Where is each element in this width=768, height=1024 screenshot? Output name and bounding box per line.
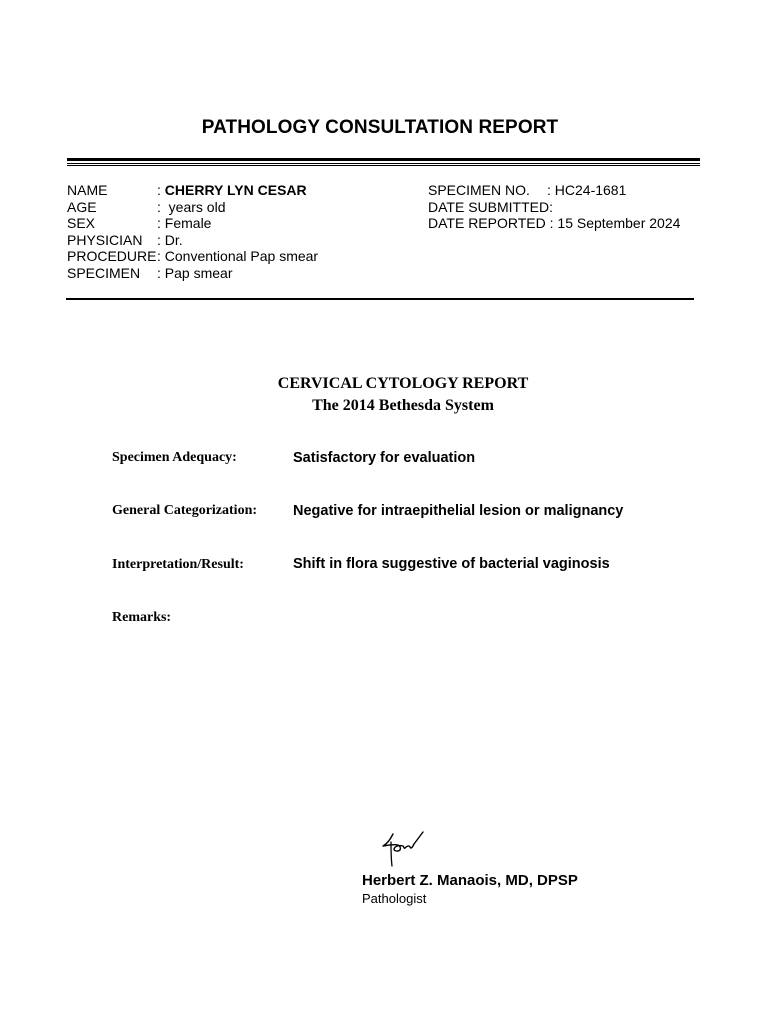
specimen-no-value: HC24-1681	[554, 182, 627, 198]
sex-label: SEX	[67, 215, 96, 232]
specimen-adequacy-label: Specimen Adequacy:	[112, 450, 237, 465]
patient-info	[67, 182, 318, 282]
specimen-value: Pap smear	[164, 264, 233, 281]
pathologist-title: Pathologist	[362, 891, 427, 906]
header-divider-thin	[67, 165, 700, 166]
report-title: PATHOLOGY CONSULTATION REPORT	[201, 117, 559, 138]
physician-value: Dr.	[164, 231, 183, 248]
remarks-label: Remarks:	[112, 610, 172, 625]
general-categorization-label: General Categorization:	[112, 503, 258, 518]
date-submitted-label: DATE SUBMITTED:	[428, 198, 553, 215]
header-divider-thick	[67, 158, 700, 161]
interpretation-label: Interpretation/Result:	[112, 557, 244, 572]
specimen-no-row: SPECIMEN NO. : HC24-1681	[428, 182, 627, 198]
patient-name: CHERRY LYN CESAR	[164, 182, 307, 198]
patient-age: years old	[164, 198, 226, 215]
header-divider-thin	[67, 163, 700, 164]
patient-sex-row: SEX : Female	[67, 215, 212, 232]
pathologist-name: Herbert Z. Manaois, MD, DPSP	[362, 872, 578, 889]
general-categorization-value: Negative for intraepithelial lesion or malignancy	[293, 503, 624, 519]
patient-name-row: NAME : CHERRY LYN CESAR	[67, 182, 307, 198]
date-reported-value: 15 September 2024	[557, 215, 681, 232]
name-label: NAME	[67, 182, 108, 198]
date-submitted-row	[428, 199, 680, 216]
procedure-row: PROCEDURE : Conventional Pap smear	[67, 248, 319, 265]
info-divider	[66, 298, 694, 300]
interpretation-value: Shift in flora suggestive of bacterial vaginosis	[293, 556, 610, 572]
patient-age-row: AGE : years old	[67, 198, 226, 215]
cytology-report-title: CERVICAL CYTOLOGY REPORT	[277, 375, 529, 392]
procedure-value: Conventional Pap smear	[164, 248, 319, 265]
signature-image	[379, 830, 431, 870]
physician-label: PHYSICIAN	[67, 231, 143, 248]
cytology-report-subtitle: The 2014 Bethesda System	[312, 397, 494, 414]
specimen-info	[428, 182, 680, 232]
specimen-adequacy-value: Satisfactory for evaluation	[293, 450, 476, 466]
date-reported-row: DATE REPORTED : 15 September 2024	[428, 215, 681, 232]
procedure-label: PROCEDURE	[67, 248, 157, 265]
physician-row: PHYSICIAN : Dr.	[67, 231, 183, 248]
age-label: AGE	[67, 198, 97, 215]
specimen-row: SPECIMEN : Pap smear	[67, 264, 233, 281]
specimen-label: SPECIMEN	[67, 264, 141, 281]
specimen-no-label: SPECIMEN NO.	[428, 182, 530, 198]
patient-sex: Female	[164, 215, 212, 232]
date-reported-label: DATE REPORTED	[428, 215, 546, 232]
